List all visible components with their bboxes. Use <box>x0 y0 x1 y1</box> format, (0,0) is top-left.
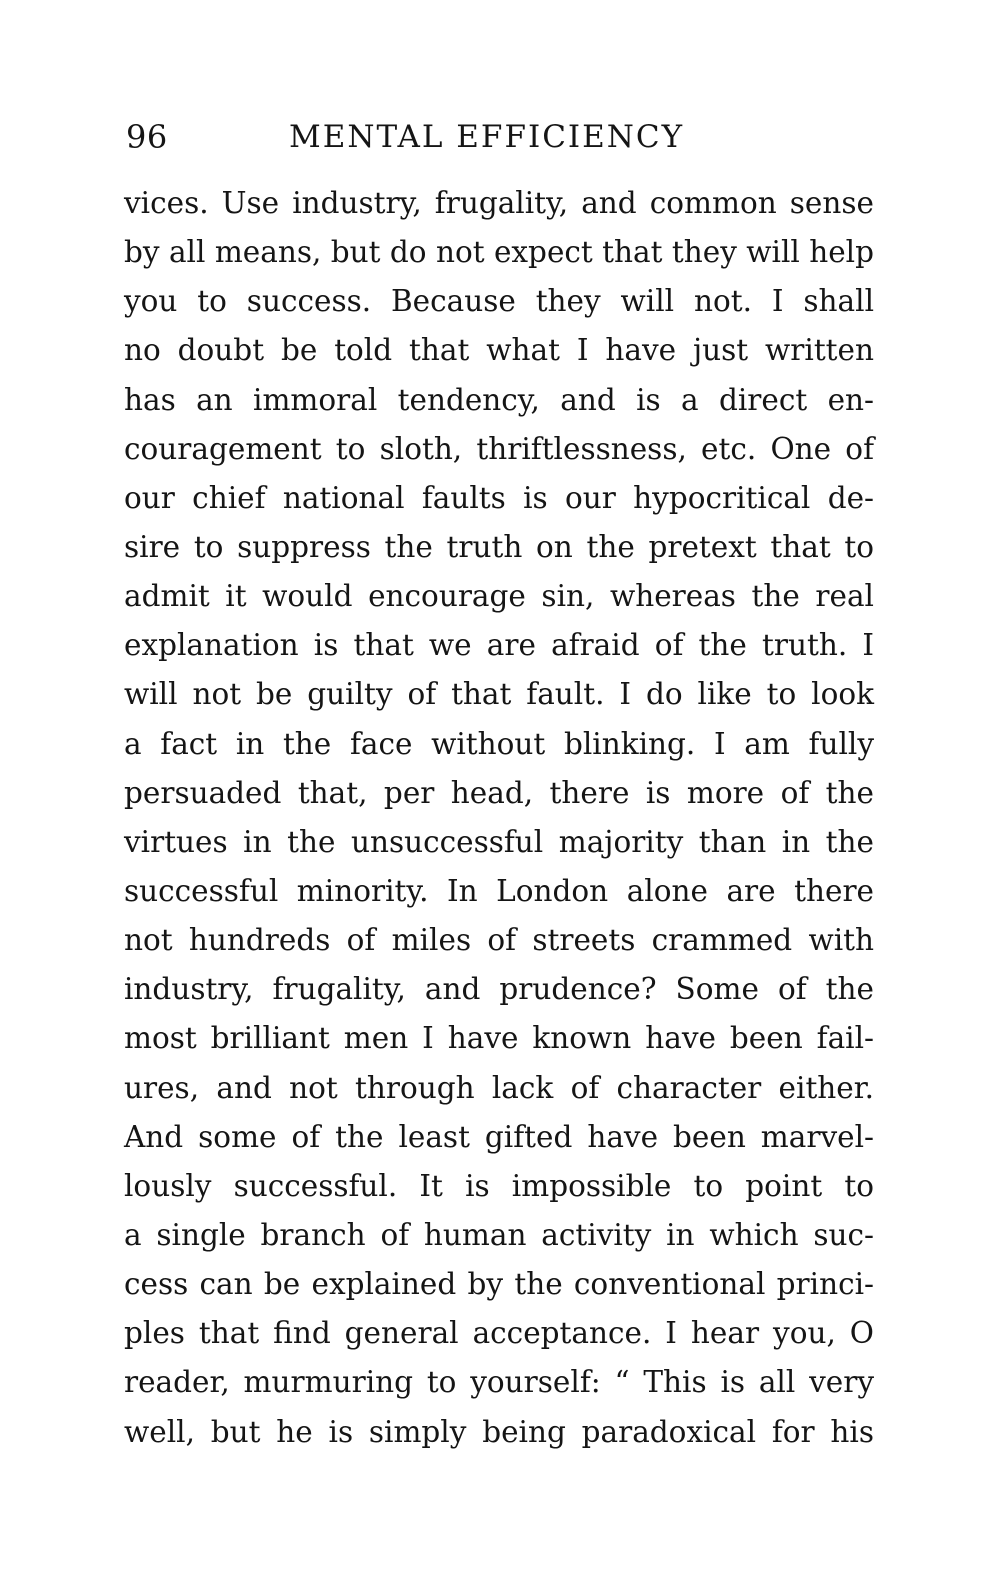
text-line: has an immoral tendency, and is a direct en- <box>124 382 874 417</box>
text-line: ures, and not through lack of character either. <box>124 1070 874 1105</box>
text-line: couragement to sloth, thriftlessness, etc. One of <box>124 431 874 466</box>
running-head <box>126 112 886 162</box>
text-line: not hundreds of miles of streets crammed with <box>124 923 874 958</box>
page-number: 96 <box>126 118 168 156</box>
text-line: will not be guilty of that fault. I do like to look <box>124 677 874 712</box>
text-line: most brilliant men I have known have been fail- <box>124 1021 874 1056</box>
text-line: reader, murmuring to yourself: “ This is all very <box>124 1365 874 1400</box>
running-title: MENTAL EFFICIENCY <box>289 119 685 155</box>
text-line: virtues in the unsuccessful majority than in the <box>124 824 874 859</box>
text-line: And some of the least gifted have been marvel- <box>124 1119 874 1154</box>
text-line: industry, frugality, and prudence? Some of the <box>124 972 874 1007</box>
text-line: successful minority. In London alone are there <box>124 873 874 908</box>
text-line: sire to suppress the truth on the pretext that to <box>124 529 874 564</box>
text-line: a single branch of human activity in which suc- <box>124 1217 874 1252</box>
text-line: no doubt be told that what I have just written <box>124 333 874 368</box>
text-line: well, but he is simply being paradoxical for his <box>124 1414 874 1449</box>
text-line: explanation is that we are afraid of the truth. I <box>124 628 874 663</box>
text-line: ples that find general acceptance. I hear you, O <box>124 1316 874 1351</box>
text-line: our chief national faults is our hypocritical de- <box>124 480 874 515</box>
text-line: vices. Use industry, frugality, and common sense <box>124 186 874 220</box>
text-line: by all means, but do not expect that they will help <box>124 235 874 270</box>
text-line: lously successful. It is impossible to point to <box>124 1168 874 1203</box>
text-line: persuaded that, per head, there is more of the <box>124 775 874 810</box>
text-line: admit it would encourage sin, whereas the real <box>124 579 874 614</box>
text-line: you to success. Because they will not. I shall <box>124 284 874 319</box>
text-line: cess can be explained by the conventional princi- <box>124 1267 874 1302</box>
text-line: a fact in the face without blinking. I am fully <box>124 726 874 761</box>
body-text <box>124 179 874 1457</box>
